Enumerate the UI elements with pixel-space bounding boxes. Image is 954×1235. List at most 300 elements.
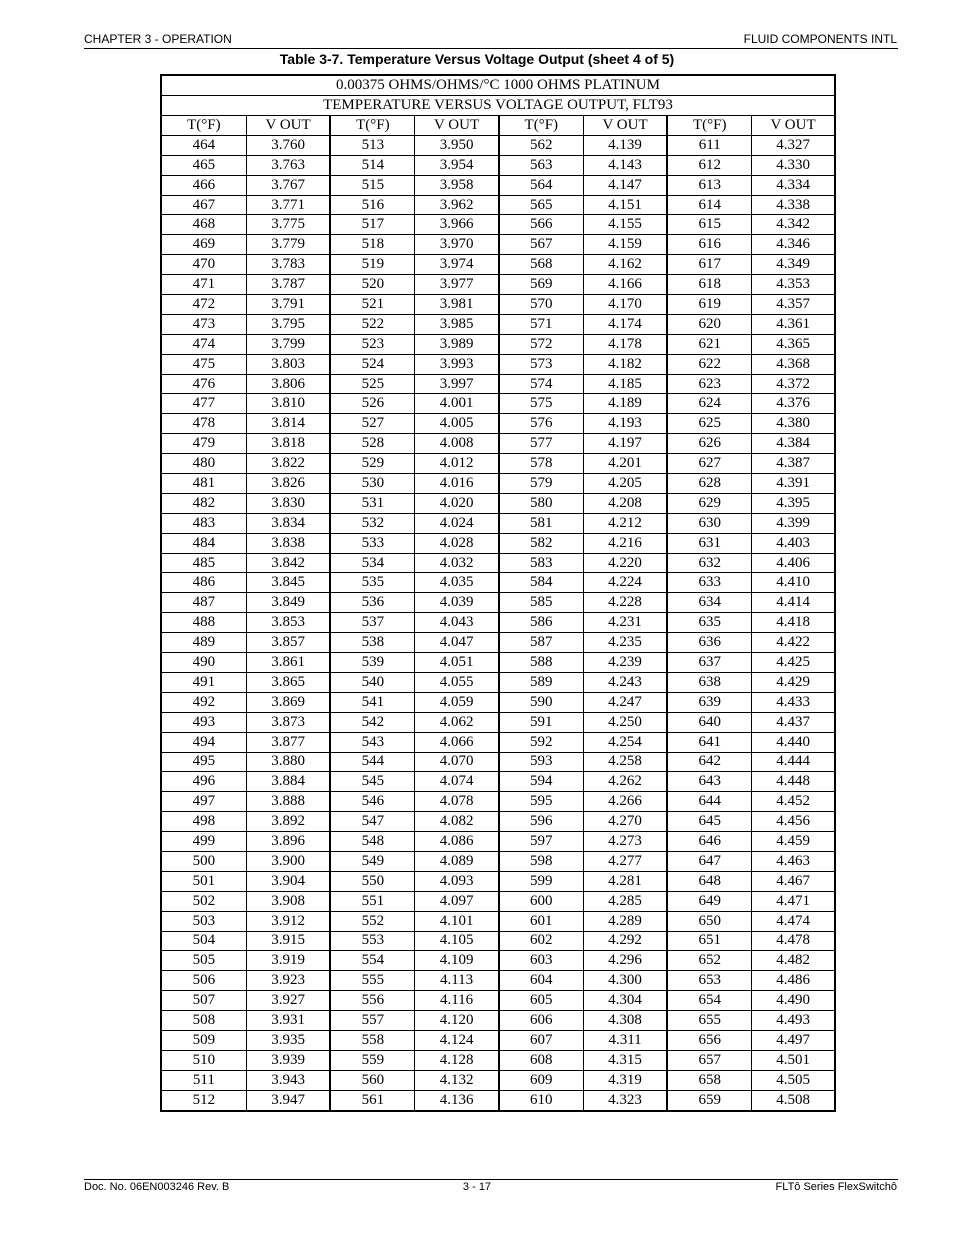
temperature-cell: 644 bbox=[667, 792, 751, 812]
temperature-cell: 641 bbox=[667, 732, 751, 752]
voltage-cell: 4.074 bbox=[415, 772, 499, 792]
column-header-temp: T(°F) bbox=[667, 116, 751, 136]
temperature-cell: 518 bbox=[330, 235, 414, 255]
temperature-cell: 585 bbox=[499, 593, 583, 613]
table-row bbox=[161, 275, 835, 295]
temperature-cell: 498 bbox=[161, 812, 246, 832]
voltage-cell: 4.414 bbox=[752, 593, 835, 613]
voltage-cell: 3.880 bbox=[246, 752, 330, 772]
temperature-cell: 570 bbox=[499, 295, 583, 315]
temperature-cell: 516 bbox=[330, 195, 414, 215]
voltage-cell: 4.281 bbox=[583, 871, 667, 891]
temperature-cell: 512 bbox=[161, 1090, 246, 1110]
table-row bbox=[161, 712, 835, 732]
temperature-cell: 508 bbox=[161, 1011, 246, 1031]
temperature-cell: 524 bbox=[330, 354, 414, 374]
voltage-cell: 4.463 bbox=[752, 851, 835, 871]
temperature-cell: 563 bbox=[499, 155, 583, 175]
voltage-cell: 4.304 bbox=[583, 991, 667, 1011]
temperature-voltage-table bbox=[160, 74, 836, 1112]
voltage-cell: 3.958 bbox=[415, 175, 499, 195]
voltage-cell: 3.939 bbox=[246, 1050, 330, 1070]
voltage-cell: 3.810 bbox=[246, 394, 330, 414]
temperature-cell: 607 bbox=[499, 1030, 583, 1050]
voltage-cell: 4.262 bbox=[583, 772, 667, 792]
voltage-cell: 3.763 bbox=[246, 155, 330, 175]
voltage-cell: 3.814 bbox=[246, 414, 330, 434]
temperature-cell: 497 bbox=[161, 792, 246, 812]
temperature-cell: 476 bbox=[161, 374, 246, 394]
temperature-cell: 624 bbox=[667, 394, 751, 414]
voltage-cell: 4.128 bbox=[415, 1050, 499, 1070]
table-row bbox=[161, 971, 835, 991]
temperature-cell: 634 bbox=[667, 593, 751, 613]
temperature-cell: 552 bbox=[330, 911, 414, 931]
temperature-cell: 547 bbox=[330, 812, 414, 832]
voltage-cell: 4.047 bbox=[415, 633, 499, 653]
temperature-cell: 517 bbox=[330, 215, 414, 235]
voltage-cell: 4.478 bbox=[752, 931, 835, 951]
table-row bbox=[161, 951, 835, 971]
table-spec-title: 0.00375 OHMS/OHMS/°C 1000 OHMS PLATINUM bbox=[161, 75, 835, 96]
voltage-cell: 4.247 bbox=[583, 692, 667, 712]
temperature-cell: 640 bbox=[667, 712, 751, 732]
voltage-cell: 3.767 bbox=[246, 175, 330, 195]
voltage-cell: 4.410 bbox=[752, 573, 835, 593]
temperature-cell: 466 bbox=[161, 175, 246, 195]
temperature-cell: 608 bbox=[499, 1050, 583, 1070]
table-row bbox=[161, 354, 835, 374]
temperature-cell: 639 bbox=[667, 692, 751, 712]
temperature-cell: 561 bbox=[330, 1090, 414, 1110]
temperature-cell: 647 bbox=[667, 851, 751, 871]
temperature-cell: 538 bbox=[330, 633, 414, 653]
voltage-cell: 4.224 bbox=[583, 573, 667, 593]
temperature-cell: 598 bbox=[499, 851, 583, 871]
voltage-cell: 4.012 bbox=[415, 454, 499, 474]
voltage-cell: 4.116 bbox=[415, 991, 499, 1011]
temperature-cell: 523 bbox=[330, 334, 414, 354]
voltage-cell: 3.791 bbox=[246, 295, 330, 315]
voltage-cell: 4.132 bbox=[415, 1070, 499, 1090]
voltage-cell: 4.501 bbox=[752, 1050, 835, 1070]
table-row bbox=[161, 533, 835, 553]
temperature-cell: 490 bbox=[161, 653, 246, 673]
temperature-cell: 469 bbox=[161, 235, 246, 255]
voltage-cell: 4.437 bbox=[752, 712, 835, 732]
voltage-cell: 4.039 bbox=[415, 593, 499, 613]
voltage-cell: 3.919 bbox=[246, 951, 330, 971]
temperature-cell: 485 bbox=[161, 553, 246, 573]
voltage-cell: 3.900 bbox=[246, 851, 330, 871]
temperature-cell: 556 bbox=[330, 991, 414, 1011]
voltage-cell: 4.361 bbox=[752, 314, 835, 334]
temperature-cell: 467 bbox=[161, 195, 246, 215]
voltage-cell: 4.308 bbox=[583, 1011, 667, 1031]
temperature-cell: 548 bbox=[330, 832, 414, 852]
temperature-cell: 479 bbox=[161, 434, 246, 454]
voltage-cell: 3.888 bbox=[246, 792, 330, 812]
voltage-cell: 3.779 bbox=[246, 235, 330, 255]
table-row bbox=[161, 891, 835, 911]
temperature-cell: 564 bbox=[499, 175, 583, 195]
voltage-cell: 3.966 bbox=[415, 215, 499, 235]
voltage-cell: 4.155 bbox=[583, 215, 667, 235]
voltage-cell: 4.338 bbox=[752, 195, 835, 215]
temperature-cell: 536 bbox=[330, 593, 414, 613]
voltage-cell: 3.853 bbox=[246, 613, 330, 633]
temperature-cell: 473 bbox=[161, 314, 246, 334]
temperature-cell: 481 bbox=[161, 474, 246, 494]
voltage-cell: 4.497 bbox=[752, 1030, 835, 1050]
voltage-cell: 4.380 bbox=[752, 414, 835, 434]
table-row bbox=[161, 573, 835, 593]
temperature-cell: 506 bbox=[161, 971, 246, 991]
temperature-cell: 551 bbox=[330, 891, 414, 911]
temperature-cell: 472 bbox=[161, 295, 246, 315]
temperature-cell: 594 bbox=[499, 772, 583, 792]
temperature-cell: 643 bbox=[667, 772, 751, 792]
temperature-cell: 527 bbox=[330, 414, 414, 434]
voltage-cell: 3.935 bbox=[246, 1030, 330, 1050]
temperature-cell: 577 bbox=[499, 434, 583, 454]
voltage-cell: 3.915 bbox=[246, 931, 330, 951]
voltage-cell: 4.113 bbox=[415, 971, 499, 991]
table-row bbox=[161, 414, 835, 434]
voltage-cell: 4.028 bbox=[415, 533, 499, 553]
temperature-cell: 553 bbox=[330, 931, 414, 951]
voltage-cell: 3.783 bbox=[246, 255, 330, 275]
temperature-cell: 565 bbox=[499, 195, 583, 215]
table-row bbox=[161, 394, 835, 414]
temperature-cell: 571 bbox=[499, 314, 583, 334]
temperature-cell: 532 bbox=[330, 513, 414, 533]
voltage-cell: 3.884 bbox=[246, 772, 330, 792]
header-company: FLUID COMPONENTS INTL bbox=[743, 32, 897, 46]
voltage-cell: 4.418 bbox=[752, 613, 835, 633]
temperature-cell: 579 bbox=[499, 474, 583, 494]
column-header-vout: V OUT bbox=[752, 116, 835, 136]
voltage-cell: 4.051 bbox=[415, 653, 499, 673]
temperature-cell: 635 bbox=[667, 613, 751, 633]
temperature-cell: 632 bbox=[667, 553, 751, 573]
temperature-cell: 544 bbox=[330, 752, 414, 772]
voltage-cell: 3.803 bbox=[246, 354, 330, 374]
voltage-cell: 3.857 bbox=[246, 633, 330, 653]
temperature-cell: 621 bbox=[667, 334, 751, 354]
voltage-cell: 3.865 bbox=[246, 672, 330, 692]
temperature-cell: 489 bbox=[161, 633, 246, 653]
voltage-cell: 4.228 bbox=[583, 593, 667, 613]
table-body bbox=[161, 135, 835, 1110]
voltage-cell: 3.795 bbox=[246, 314, 330, 334]
temperature-cell: 654 bbox=[667, 991, 751, 1011]
voltage-cell: 3.873 bbox=[246, 712, 330, 732]
temperature-cell: 495 bbox=[161, 752, 246, 772]
voltage-cell: 4.043 bbox=[415, 613, 499, 633]
temperature-cell: 515 bbox=[330, 175, 414, 195]
table-row bbox=[161, 1070, 835, 1090]
temperature-cell: 464 bbox=[161, 135, 246, 155]
voltage-cell: 3.943 bbox=[246, 1070, 330, 1090]
temperature-cell: 475 bbox=[161, 354, 246, 374]
temperature-cell: 617 bbox=[667, 255, 751, 275]
voltage-cell: 4.349 bbox=[752, 255, 835, 275]
temperature-cell: 514 bbox=[330, 155, 414, 175]
temperature-cell: 554 bbox=[330, 951, 414, 971]
voltage-cell: 4.319 bbox=[583, 1070, 667, 1090]
voltage-cell: 4.231 bbox=[583, 613, 667, 633]
voltage-cell: 4.425 bbox=[752, 653, 835, 673]
table-row bbox=[161, 1090, 835, 1110]
temperature-cell: 533 bbox=[330, 533, 414, 553]
temperature-cell: 587 bbox=[499, 633, 583, 653]
temperature-cell: 526 bbox=[330, 394, 414, 414]
voltage-cell: 4.493 bbox=[752, 1011, 835, 1031]
voltage-cell: 4.482 bbox=[752, 951, 835, 971]
table-row bbox=[161, 911, 835, 931]
voltage-cell: 3.912 bbox=[246, 911, 330, 931]
temperature-cell: 614 bbox=[667, 195, 751, 215]
table-row bbox=[161, 653, 835, 673]
voltage-cell: 4.136 bbox=[415, 1090, 499, 1110]
voltage-cell: 4.440 bbox=[752, 732, 835, 752]
temperature-cell: 557 bbox=[330, 1011, 414, 1031]
table-row bbox=[161, 931, 835, 951]
voltage-cell: 4.391 bbox=[752, 474, 835, 494]
voltage-cell: 4.471 bbox=[752, 891, 835, 911]
temperature-cell: 480 bbox=[161, 454, 246, 474]
temperature-cell: 487 bbox=[161, 593, 246, 613]
voltage-cell: 4.433 bbox=[752, 692, 835, 712]
voltage-cell: 4.384 bbox=[752, 434, 835, 454]
voltage-cell: 4.159 bbox=[583, 235, 667, 255]
voltage-cell: 4.024 bbox=[415, 513, 499, 533]
temperature-cell: 465 bbox=[161, 155, 246, 175]
temperature-cell: 653 bbox=[667, 971, 751, 991]
voltage-cell: 4.086 bbox=[415, 832, 499, 852]
temperature-cell: 645 bbox=[667, 812, 751, 832]
temperature-cell: 600 bbox=[499, 891, 583, 911]
table-row bbox=[161, 215, 835, 235]
temperature-cell: 521 bbox=[330, 295, 414, 315]
temperature-cell: 633 bbox=[667, 573, 751, 593]
header-chapter: CHAPTER 3 - OPERATION bbox=[84, 32, 232, 46]
temperature-cell: 581 bbox=[499, 513, 583, 533]
voltage-cell: 4.001 bbox=[415, 394, 499, 414]
table-row bbox=[161, 513, 835, 533]
voltage-cell: 4.216 bbox=[583, 533, 667, 553]
temperature-cell: 478 bbox=[161, 414, 246, 434]
voltage-cell: 4.220 bbox=[583, 553, 667, 573]
temperature-cell: 534 bbox=[330, 553, 414, 573]
voltage-cell: 4.016 bbox=[415, 474, 499, 494]
voltage-cell: 4.097 bbox=[415, 891, 499, 911]
voltage-cell: 3.981 bbox=[415, 295, 499, 315]
temperature-cell: 519 bbox=[330, 255, 414, 275]
temperature-cell: 588 bbox=[499, 653, 583, 673]
temperature-cell: 580 bbox=[499, 493, 583, 513]
temperature-cell: 642 bbox=[667, 752, 751, 772]
voltage-cell: 4.406 bbox=[752, 553, 835, 573]
temperature-cell: 609 bbox=[499, 1070, 583, 1090]
table-row bbox=[161, 851, 835, 871]
voltage-cell: 4.486 bbox=[752, 971, 835, 991]
temperature-cell: 659 bbox=[667, 1090, 751, 1110]
voltage-cell: 3.787 bbox=[246, 275, 330, 295]
temperature-cell: 541 bbox=[330, 692, 414, 712]
temperature-cell: 468 bbox=[161, 215, 246, 235]
voltage-cell: 3.826 bbox=[246, 474, 330, 494]
voltage-cell: 4.005 bbox=[415, 414, 499, 434]
temperature-cell: 509 bbox=[161, 1030, 246, 1050]
footer-product-series: FLTô Series FlexSwitchô bbox=[775, 1181, 897, 1193]
voltage-cell: 4.387 bbox=[752, 454, 835, 474]
temperature-cell: 650 bbox=[667, 911, 751, 931]
temperature-cell: 592 bbox=[499, 732, 583, 752]
voltage-cell: 3.954 bbox=[415, 155, 499, 175]
temperature-cell: 549 bbox=[330, 851, 414, 871]
temperature-cell: 529 bbox=[330, 454, 414, 474]
voltage-cell: 4.444 bbox=[752, 752, 835, 772]
temperature-cell: 610 bbox=[499, 1090, 583, 1110]
temperature-cell: 636 bbox=[667, 633, 751, 653]
voltage-cell: 3.845 bbox=[246, 573, 330, 593]
voltage-cell: 3.950 bbox=[415, 135, 499, 155]
voltage-cell: 3.799 bbox=[246, 334, 330, 354]
temperature-cell: 656 bbox=[667, 1030, 751, 1050]
voltage-cell: 3.861 bbox=[246, 653, 330, 673]
temperature-cell: 655 bbox=[667, 1011, 751, 1031]
table-row bbox=[161, 672, 835, 692]
voltage-cell: 3.931 bbox=[246, 1011, 330, 1031]
voltage-cell: 4.508 bbox=[752, 1090, 835, 1110]
table-row bbox=[161, 374, 835, 394]
voltage-cell: 4.143 bbox=[583, 155, 667, 175]
voltage-cell: 4.189 bbox=[583, 394, 667, 414]
temperature-cell: 652 bbox=[667, 951, 751, 971]
table-row bbox=[161, 832, 835, 852]
voltage-cell: 3.947 bbox=[246, 1090, 330, 1110]
voltage-cell: 3.842 bbox=[246, 553, 330, 573]
column-header-temp: T(°F) bbox=[499, 116, 583, 136]
voltage-cell: 4.365 bbox=[752, 334, 835, 354]
temperature-cell: 615 bbox=[667, 215, 751, 235]
voltage-cell: 4.311 bbox=[583, 1030, 667, 1050]
temperature-cell: 572 bbox=[499, 334, 583, 354]
voltage-cell: 3.896 bbox=[246, 832, 330, 852]
voltage-cell: 4.376 bbox=[752, 394, 835, 414]
temperature-cell: 488 bbox=[161, 613, 246, 633]
temperature-cell: 593 bbox=[499, 752, 583, 772]
temperature-cell: 504 bbox=[161, 931, 246, 951]
temperature-cell: 599 bbox=[499, 871, 583, 891]
temperature-cell: 576 bbox=[499, 414, 583, 434]
voltage-cell: 3.806 bbox=[246, 374, 330, 394]
voltage-cell: 4.166 bbox=[583, 275, 667, 295]
voltage-cell: 4.239 bbox=[583, 653, 667, 673]
voltage-cell: 3.908 bbox=[246, 891, 330, 911]
voltage-cell: 3.970 bbox=[415, 235, 499, 255]
voltage-cell: 4.490 bbox=[752, 991, 835, 1011]
column-header-vout: V OUT bbox=[415, 116, 499, 136]
voltage-cell: 4.008 bbox=[415, 434, 499, 454]
table-output-title: TEMPERATURE VERSUS VOLTAGE OUTPUT, FLT93 bbox=[161, 96, 835, 116]
temperature-cell: 627 bbox=[667, 454, 751, 474]
voltage-cell: 4.258 bbox=[583, 752, 667, 772]
voltage-cell: 3.962 bbox=[415, 195, 499, 215]
voltage-cell: 3.771 bbox=[246, 195, 330, 215]
table-row bbox=[161, 474, 835, 494]
voltage-cell: 3.818 bbox=[246, 434, 330, 454]
table-row bbox=[161, 613, 835, 633]
temperature-cell: 496 bbox=[161, 772, 246, 792]
temperature-cell: 575 bbox=[499, 394, 583, 414]
temperature-cell: 626 bbox=[667, 434, 751, 454]
voltage-cell: 4.289 bbox=[583, 911, 667, 931]
temperature-cell: 501 bbox=[161, 871, 246, 891]
voltage-cell: 4.185 bbox=[583, 374, 667, 394]
temperature-cell: 486 bbox=[161, 573, 246, 593]
voltage-cell: 4.120 bbox=[415, 1011, 499, 1031]
voltage-cell: 4.403 bbox=[752, 533, 835, 553]
column-header-temp: T(°F) bbox=[161, 116, 246, 136]
temperature-cell: 631 bbox=[667, 533, 751, 553]
temperature-cell: 494 bbox=[161, 732, 246, 752]
temperature-cell: 568 bbox=[499, 255, 583, 275]
temperature-cell: 510 bbox=[161, 1050, 246, 1070]
temperature-cell: 471 bbox=[161, 275, 246, 295]
temperature-cell: 567 bbox=[499, 235, 583, 255]
voltage-cell: 4.346 bbox=[752, 235, 835, 255]
voltage-cell: 4.082 bbox=[415, 812, 499, 832]
table-row bbox=[161, 175, 835, 195]
temperature-cell: 605 bbox=[499, 991, 583, 1011]
temperature-cell: 491 bbox=[161, 672, 246, 692]
voltage-cell: 3.904 bbox=[246, 871, 330, 891]
table-row bbox=[161, 812, 835, 832]
voltage-cell: 3.830 bbox=[246, 493, 330, 513]
temperature-cell: 595 bbox=[499, 792, 583, 812]
voltage-cell: 4.174 bbox=[583, 314, 667, 334]
voltage-cell: 3.822 bbox=[246, 454, 330, 474]
table-row bbox=[161, 792, 835, 812]
voltage-cell: 4.062 bbox=[415, 712, 499, 732]
temperature-cell: 629 bbox=[667, 493, 751, 513]
table-title: Table 3-7. Temperature Versus Voltage Output (sheet 4 of 5) bbox=[279, 51, 675, 67]
voltage-cell: 4.266 bbox=[583, 792, 667, 812]
voltage-cell: 4.035 bbox=[415, 573, 499, 593]
temperature-cell: 477 bbox=[161, 394, 246, 414]
voltage-cell: 4.467 bbox=[752, 871, 835, 891]
voltage-cell: 4.315 bbox=[583, 1050, 667, 1070]
voltage-cell: 4.395 bbox=[752, 493, 835, 513]
temperature-cell: 543 bbox=[330, 732, 414, 752]
temperature-cell: 550 bbox=[330, 871, 414, 891]
temperature-cell: 628 bbox=[667, 474, 751, 494]
voltage-cell: 4.285 bbox=[583, 891, 667, 911]
table-row bbox=[161, 235, 835, 255]
table-row bbox=[161, 155, 835, 175]
temperature-cell: 582 bbox=[499, 533, 583, 553]
voltage-cell: 4.505 bbox=[752, 1070, 835, 1090]
column-header-vout: V OUT bbox=[246, 116, 330, 136]
voltage-cell: 3.834 bbox=[246, 513, 330, 533]
voltage-cell: 3.997 bbox=[415, 374, 499, 394]
voltage-cell: 4.212 bbox=[583, 513, 667, 533]
voltage-cell: 3.993 bbox=[415, 354, 499, 374]
voltage-cell: 4.078 bbox=[415, 792, 499, 812]
